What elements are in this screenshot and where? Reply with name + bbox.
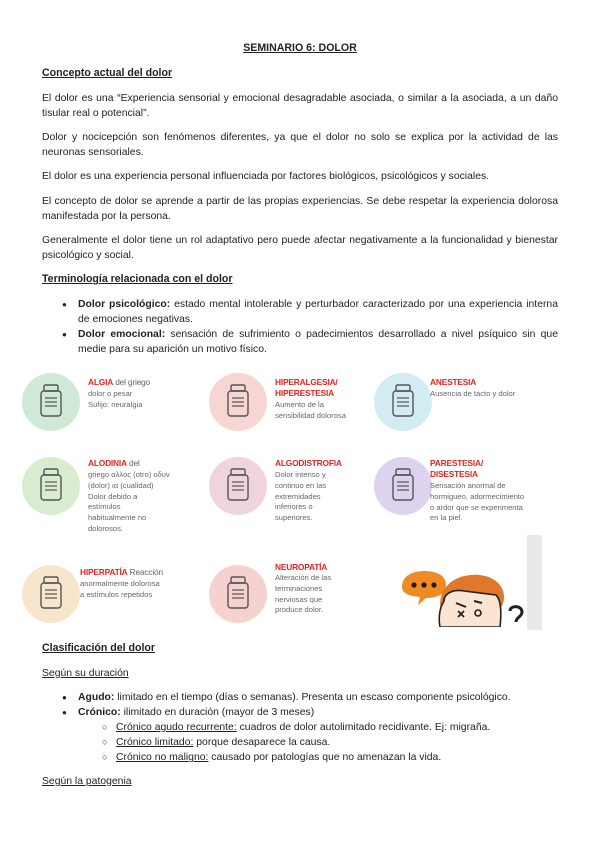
card-title: PARESTESIA/ DISESTESIA — [430, 458, 484, 479]
list-item: ○ Crónico limitado: porque desaparece la causa. — [100, 735, 558, 750]
list-item — [62, 705, 558, 765]
card-title: ALGODISTROFIA — [275, 458, 342, 468]
pill-bottle-icon — [209, 373, 267, 431]
term-label: Dolor psicológico: — [78, 299, 171, 310]
term-text: limitado en el tiempo (días o semanas). Presenta un escaso componente psicológico. — [114, 692, 511, 703]
term-text: ilimitado en duración (mayor de 3 meses) — [120, 707, 315, 719]
paragraph-4: El concepto de dolor se aprende a partir de las propias experiencias. Se debe respetar la experiencia dolorosa manifestada por la persona. — [42, 196, 558, 223]
card-description: anormalmente dolorosa a estímulos repetidos — [80, 579, 160, 599]
card-title: ANESTESIA — [430, 377, 477, 387]
card-hiperpatia — [20, 561, 200, 636]
list-item: ○ Crónico no maligno: causado por patologías que no amenazan la vida. — [100, 750, 558, 765]
list-item — [62, 297, 558, 327]
terminology-list — [62, 297, 558, 357]
pill-bottle-icon — [374, 457, 432, 515]
paragraph-1: El dolor es una “Experiencia sensorial y emocional desagradable asociada, o similar a la asociada, a un daño tisular real o potencial”. — [42, 93, 558, 120]
subheading-duracion: Según su duración — [42, 668, 129, 679]
paragraph-3: El dolor es una experiencia personal influenciada por factores biológicos, psicológicos y sociales. — [42, 171, 490, 182]
section-heading-clasificacion: Clasificación del dolor — [42, 642, 156, 654]
card-parestesia — [372, 453, 552, 548]
list-item — [62, 327, 558, 357]
card-description: griego αλλος (otro) οδυν (dolor) ια (cualidad) Dolor debido a estímulos habitualmente no dolorosos. — [88, 470, 170, 533]
card-alodinia — [20, 453, 200, 548]
page-title: SEMINARIO 6: DOLOR — [243, 42, 357, 54]
pill-bottle-icon — [22, 457, 80, 515]
paragraph-5: Generalmente el dolor tiene un rol adaptativo pero puede afectar negativamente a la funcionalidad y bienestar psicológico y social. — [42, 235, 558, 262]
pill-bottle-icon — [374, 373, 432, 431]
card-description: Sensación anormal de hormigueo, adormecimiento o ardor que se experimenta en la piel. — [430, 481, 525, 523]
chronic-sublist — [100, 720, 558, 765]
section-heading-terminologia: Terminología relacionada con el dolor — [42, 273, 233, 285]
term-label: Crónico: — [78, 707, 121, 719]
subheading-patogenia: Según la patogenia — [42, 776, 132, 787]
paragraph-2: Dolor y nocicepción son fenómenos diferentes, ya que el dolor no solo se explica por la actividad de las neuronas sensoriales. — [42, 132, 558, 159]
card-description: dolor o pesar Sufijo: neuralgia — [88, 389, 143, 409]
term-label: Agudo: — [78, 692, 115, 703]
card-description: Alteración de las terminaciones nerviosas que produce dolor. — [275, 573, 332, 615]
term-label: Dolor emocional: — [78, 329, 166, 341]
card-hiperalgesia — [207, 369, 387, 444]
confused-person-illustration — [400, 565, 530, 627]
pain-terminology-infographic — [0, 365, 600, 625]
list-item — [62, 690, 558, 705]
card-neuropatia — [207, 561, 387, 631]
term-text: estado mental intolerable y perturbador caracterizado por una experiencia interna de emociones negativas. — [78, 299, 558, 326]
pill-bottle-icon — [22, 565, 80, 623]
card-title: ALODINIA del — [88, 458, 140, 468]
section-heading-concepto: Concepto actual del dolor — [42, 67, 173, 79]
pill-bottle-icon — [22, 373, 80, 431]
gray-bar-decoration — [527, 535, 542, 630]
pill-bottle-icon — [209, 457, 267, 515]
card-description: Dolor intenso y continuo en las extremidades inferiores o superiores. — [275, 470, 327, 523]
card-algia — [20, 369, 200, 444]
card-title: HIPERALGESIA/ HIPERESTESIA — [275, 377, 338, 398]
card-anestesia — [372, 369, 552, 444]
card-title: NEUROPATÍA — [275, 562, 328, 572]
term-text: sensación de sufrimiento o padecimientos desarrollado a nivel psíquico sin que medie para su aparición un motivo físico. — [78, 329, 558, 356]
card-title: HIPERPATÍA Reacción — [80, 567, 163, 577]
card-algodistrofia — [207, 453, 387, 548]
list-item: ○ Crónico agudo recurrente: cuadros de dolor autolimitado recidivante. Ej: migraña. — [100, 720, 558, 735]
card-description: Ausencia de tacto y dolor — [430, 389, 516, 398]
duration-list — [62, 690, 558, 765]
card-description: Aumento de la sensibilidad dolorosa — [275, 400, 346, 420]
pill-bottle-icon — [209, 565, 267, 623]
card-title: ALGIA del griego — [88, 377, 150, 387]
